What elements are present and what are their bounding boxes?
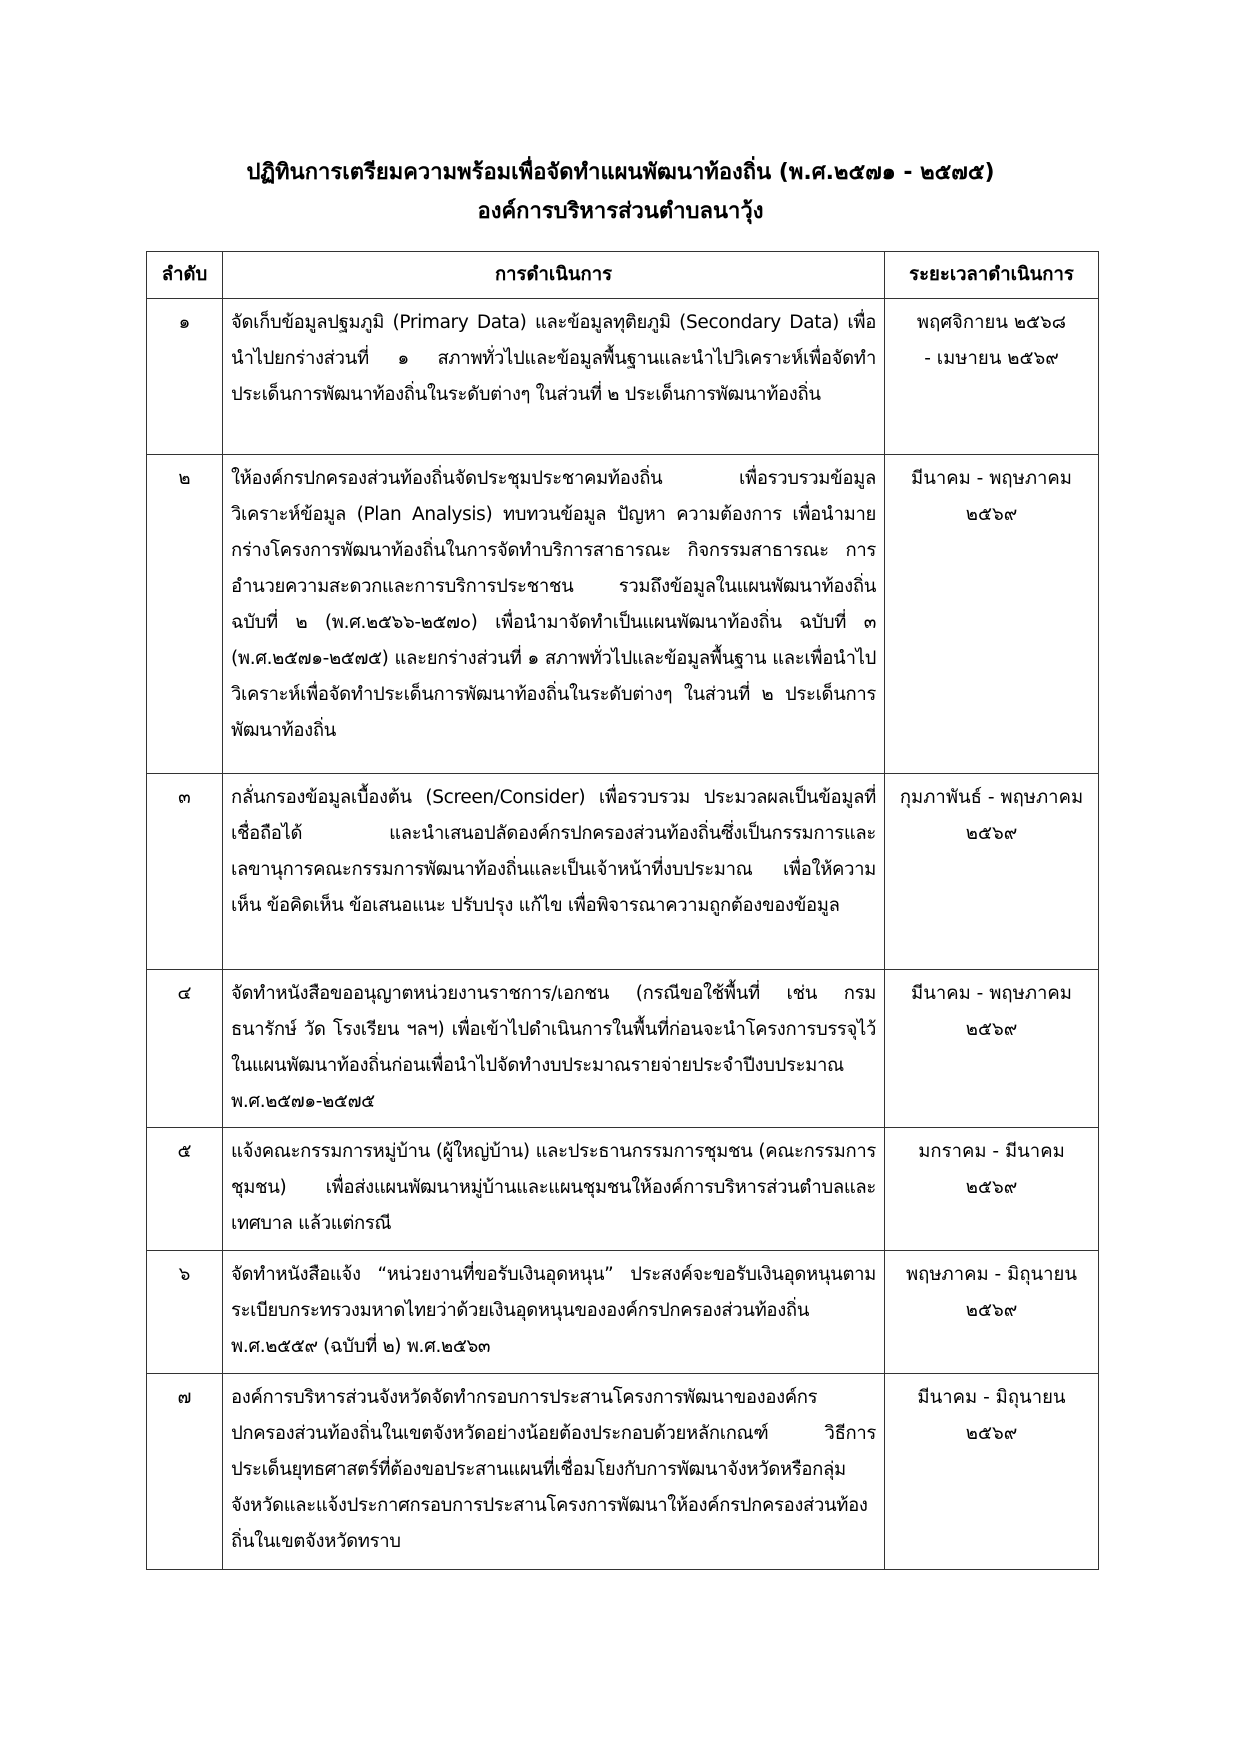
- period-line: พฤศจิกายน ๒๕๖๘: [916, 312, 1067, 333]
- row-period: [885, 1128, 1099, 1251]
- schedule-table: [146, 251, 1099, 1570]
- row-number: ๔: [147, 970, 223, 1128]
- row-period: [885, 970, 1099, 1128]
- period-line: มีนาคม - พฤษภาคม: [911, 983, 1072, 1004]
- row-period: [885, 455, 1099, 774]
- header-period: ระยะเวลาดำเนินการ: [885, 252, 1099, 299]
- row-action: องค์การบริหารส่วนจังหวัดจัดทำกรอบการประสานโครงการพัฒนาขององค์กรปกครองส่วนท้องถิ่นในเขตจังหวัดอย่างน้อยต้องประกอบด้วยหลักเกณฑ์ วิธีการ ประเด็นยุทธศาสตร์ที่ต้องขอประสานแผนที่เชื่อมโยงกับการพัฒนาจังหวัดหรือกลุ่มจังหวัดและแจ้งประกาศกรอบการประสานโครงการพัฒนาให้องค์กรปกครองส่วนท้องถิ่นในเขตจังหวัดทราบ: [223, 1374, 885, 1570]
- row-period: [885, 1251, 1099, 1374]
- period-line: ๒๕๖๙: [965, 1019, 1018, 1040]
- period-line: ๒๕๖๙: [965, 504, 1018, 525]
- header-no: ลำดับ: [147, 252, 223, 299]
- period-line: กุมภาพันธ์ - พฤษภาคม: [899, 787, 1084, 808]
- period-line: ๒๕๖๙: [965, 1423, 1018, 1444]
- row-action: จัดทำหนังสือขออนุญาตหน่วยงานราชการ/เอกชน (กรณีขอใช้พื้นที่ เช่น กรมธนารักษ์ วัด โรงเรียน ฯลฯ) เพื่อเข้าไปดำเนินการในพื้นที่ก่อนจะนำโครงการบรรจุไว้ในแผนพัฒนาท้องถิ่นก่อนเพื่อนำไปจัดทำงบประมาณรายจ่ายประจำปีงบประมาณ พ.ศ.๒๕๗๑-๒๕๗๕: [223, 970, 885, 1128]
- header-action: การดำเนินการ: [223, 252, 885, 299]
- row-period: [885, 1374, 1099, 1570]
- row-action: กลั่นกรองข้อมูลเบื้องต้น (Screen/Consider) เพื่อรวบรวม ประมวลผลเป็นข้อมูลที่เชื่อถือได้ และนำเสนอปลัดองค์กรปกครองส่วนท้องถิ่นซึ่งเป็นกรรมการและเลขานุการคณะกรรมการพัฒนาท้องถิ่นและเป็นเจ้าหน้าที่งบประมาณ เพื่อให้ความเห็น ข้อคิดเห็น ข้อเสนอแนะ ปรับปรุง แก้ไข เพื่อพิจารณาความถูกต้องของข้อมูล: [223, 774, 885, 970]
- table-header-row: [147, 252, 1099, 299]
- row-action: ให้องค์กรปกครองส่วนท้องถิ่นจัดประชุมประชาคมท้องถิ่น เพื่อรวบรวมข้อมูล วิเคราะห์ข้อมูล (Plan Analysis) ทบทวนข้อมูล ปัญหา ความต้องการ เพื่อนำมายกร่างโครงการพัฒนาท้องถิ่นในการจัดทำบริการสาธารณะ กิจกรรมสาธารณะ การอำนวยความสะดวกและการบริการประชาชน รวมถึงข้อมูลในแผนพัฒนาท้องถิ่น ฉบับที่ ๒ (พ.ศ.๒๕๖๖-๒๕๗๐) เพื่อนำมาจัดทำเป็นแผนพัฒนาท้องถิ่น ฉบับที่ ๓ (พ.ศ.๒๕๗๑-๒๕๗๕) และยกร่างส่วนที่ ๑ สภาพทั่วไปและข้อมูลพื้นฐาน และเพื่อนำไปวิเคราะห์เพื่อจัดทำประเด็นการพัฒนาท้องถิ่นในระดับต่างๆ ในส่วนที่ ๒ ประเด็นการพัฒนาท้องถิ่น: [223, 455, 885, 774]
- row-number: ๖: [147, 1251, 223, 1374]
- row-action: แจ้งคณะกรรมการหมู่บ้าน (ผู้ใหญ่บ้าน) และประธานกรรมการชุมชน (คณะกรรมการชุมชน) เพื่อส่งแผนพัฒนาหมู่บ้านและแผนชุมชนให้องค์การบริหารส่วนตำบลและเทศบาล แล้วแต่กรณี: [223, 1128, 885, 1251]
- period-line: ๒๕๖๙: [965, 823, 1018, 844]
- period-line: ๒๕๖๙: [965, 1177, 1018, 1198]
- row-number: ๗: [147, 1374, 223, 1570]
- period-line: ๒๕๖๙: [965, 1300, 1018, 1321]
- table-row: [147, 299, 1099, 455]
- organization-name: องค์การบริหารส่วนตำบลนาวุ้ง: [477, 199, 764, 224]
- row-number: ๓: [147, 774, 223, 970]
- row-number: ๒: [147, 455, 223, 774]
- table-row: [147, 774, 1099, 970]
- period-line: มีนาคม - มิถุนายน: [917, 1387, 1066, 1408]
- row-number: ๑: [147, 299, 223, 455]
- document-title: ปฏิทินการเตรียมความพร้อมเพื่อจัดทำแผนพัฒนาท้องถิ่น (พ.ศ.๒๕๗๑ - ๒๕๗๕): [246, 160, 995, 185]
- table-row: [147, 1374, 1099, 1570]
- period-line: มกราคม - มีนาคม: [918, 1141, 1065, 1162]
- row-action: จัดเก็บข้อมูลปฐมภูมิ (Primary Data) และข้อมูลทุติยภูมิ (Secondary Data) เพื่อนำไปยกร่างส่วนที่ ๑ สภาพทั่วไปและข้อมูลพื้นฐานและนำไปวิเคราะห์เพื่อจัดทำประเด็นการพัฒนาท้องถิ่นในระดับต่างๆ ในส่วนที่ ๒ ประเด็นการพัฒนาท้องถิ่น: [223, 299, 885, 455]
- row-number: ๕: [147, 1128, 223, 1251]
- table-row: [147, 970, 1099, 1128]
- table-row: [147, 455, 1099, 774]
- period-line: - เมษายน ๒๕๖๙: [924, 348, 1059, 369]
- table-row: [147, 1128, 1099, 1251]
- row-period: [885, 299, 1099, 455]
- row-period: [885, 774, 1099, 970]
- table-row: [147, 1251, 1099, 1374]
- period-line: มีนาคม - พฤษภาคม: [911, 468, 1072, 489]
- row-action: จัดทำหนังสือแจ้ง “หน่วยงานที่ขอรับเงินอุดหนุน” ประสงค์จะขอรับเงินอุดหนุนตามระเบียบกระทรวงมหาดไทยว่าด้วยเงินอุดหนุนขององค์กรปกครองส่วนท้องถิ่น พ.ศ.๒๕๕๙ (ฉบับที่ ๒) พ.ศ.๒๕๖๓: [223, 1251, 885, 1374]
- period-line: พฤษภาคม - มิถุนายน: [905, 1264, 1078, 1285]
